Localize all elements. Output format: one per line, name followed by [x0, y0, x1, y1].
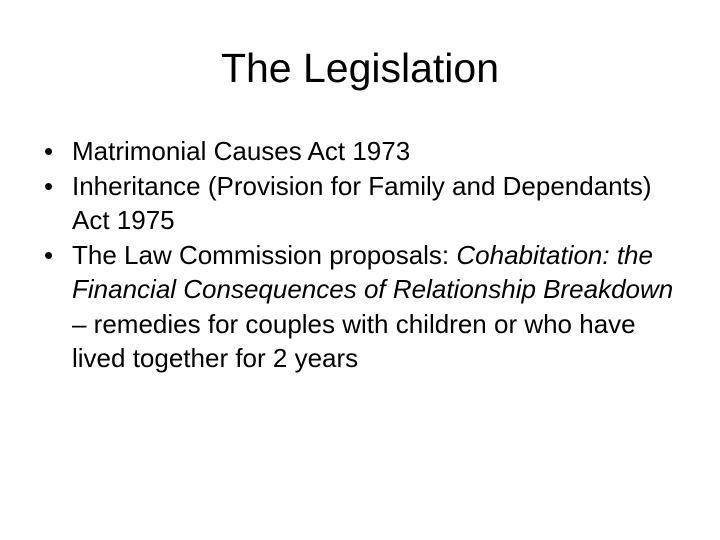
bullet-item-matrimonial-causes-act — [44, 134, 694, 169]
bullet-item-inheritance-act — [44, 169, 694, 238]
bullet-icon: • — [44, 239, 54, 270]
bullet-text-tail: – remedies for couples with children or who have lived together for 2 years — [72, 308, 636, 373]
bullet-list — [44, 134, 694, 376]
bullet-text-lead: The Law Commission proposals: — [72, 239, 457, 270]
bullet-icon: • — [44, 170, 54, 201]
bullet-item-law-commission — [44, 238, 694, 376]
bullet-icon: • — [44, 136, 54, 166]
bullet-text: Inheritance (Provision for Family and Dependants) Act 1975 — [72, 170, 652, 235]
bullet-text: Matrimonial Causes Act 1973 — [72, 136, 411, 166]
report-title-italic: Cohabitation: the Financial Consequences of Relationship Breakdown — [72, 239, 674, 304]
slide-title: The Legislation — [220, 45, 500, 91]
